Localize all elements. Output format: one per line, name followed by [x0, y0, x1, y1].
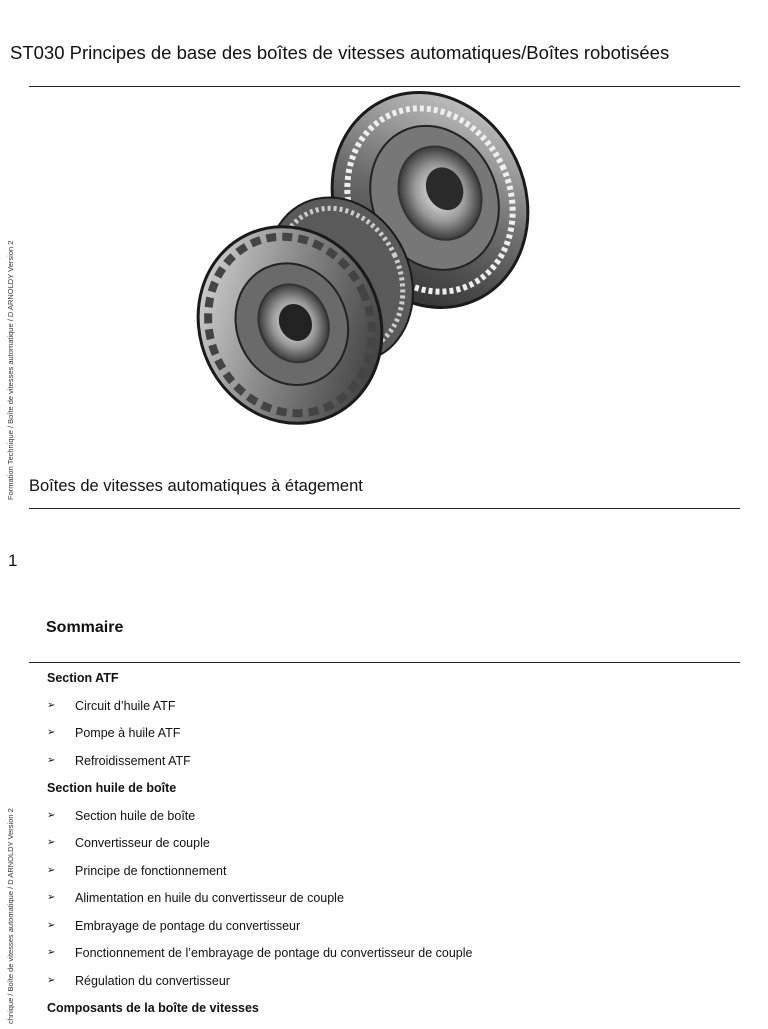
toc-item[interactable] — [47, 726, 747, 754]
subtitle-rule — [29, 508, 740, 509]
toc-section[interactable]: Composants de la boîte de vitesses — [47, 1001, 259, 1015]
toc-list — [47, 671, 747, 1029]
toc-item-label: Fonctionnement de l’embrayage de pontage du convertisseur de couple — [75, 946, 473, 960]
arrow-bullet-icon: ➢ — [47, 809, 56, 821]
toc-item[interactable] — [47, 754, 747, 782]
toc-item[interactable] — [47, 974, 747, 1002]
side-note-bottom: chnique / Boîte de vitesses automatique / D ARNOLDY Version 2 — [6, 808, 15, 1024]
toc-item-label: Principe de fonctionnement — [75, 863, 227, 878]
document-title: ST030 Principes de base des boîtes de vitesses automatiques/Boîtes robotisées — [10, 42, 670, 63]
header-rule — [29, 86, 740, 87]
side-note-top: Formation Technique / Boîte de vitesses automatique / D ARNOLDY Version 2 — [6, 240, 15, 500]
toc-item-label: Circuit d’huile ATF — [75, 698, 176, 713]
transmission-clutch-drum-illustration — [180, 90, 560, 430]
toc-item[interactable] — [47, 946, 747, 974]
toc-item[interactable] — [47, 891, 747, 919]
arrow-bullet-icon: ➢ — [47, 754, 56, 766]
toc-item-label: Section huile de boîte — [75, 808, 196, 823]
toc-item[interactable] — [47, 699, 747, 727]
toc-item[interactable] — [47, 864, 747, 892]
arrow-bullet-icon: ➢ — [47, 699, 56, 711]
toc-item-label: Convertisseur de couple — [75, 836, 210, 850]
arrow-bullet-icon: ➢ — [47, 974, 56, 986]
toc-section[interactable]: Section huile de boîte — [47, 781, 177, 795]
toc-rule — [29, 662, 740, 663]
toc-item[interactable] — [47, 919, 747, 947]
toc-item-label: Refroidissement ATF — [75, 753, 191, 768]
arrow-bullet-icon: ➢ — [47, 919, 56, 931]
toc-item[interactable] — [47, 836, 747, 864]
arrow-bullet-icon: ➢ — [47, 837, 56, 848]
arrow-bullet-icon: ➢ — [47, 892, 56, 903]
toc-item-label: Alimentation en huile du convertisseur de couple — [75, 891, 344, 905]
toc-section[interactable]: Section ATF — [47, 671, 119, 685]
arrow-bullet-icon: ➢ — [47, 727, 56, 738]
toc-item-label: Pompe à huile ATF — [75, 726, 181, 740]
toc-item-label: Embrayage de pontage du convertisseur — [75, 918, 301, 933]
arrow-bullet-icon: ➢ — [47, 947, 56, 958]
toc-item[interactable] — [47, 809, 747, 837]
section-subtitle: Boîtes de vitesses automatiques à étagement — [29, 477, 363, 495]
toc-item-label: Régulation du convertisseur — [75, 973, 230, 988]
arrow-bullet-icon: ➢ — [47, 864, 56, 876]
page-number: 1 — [8, 551, 18, 570]
toc-heading: Sommaire — [46, 619, 124, 636]
